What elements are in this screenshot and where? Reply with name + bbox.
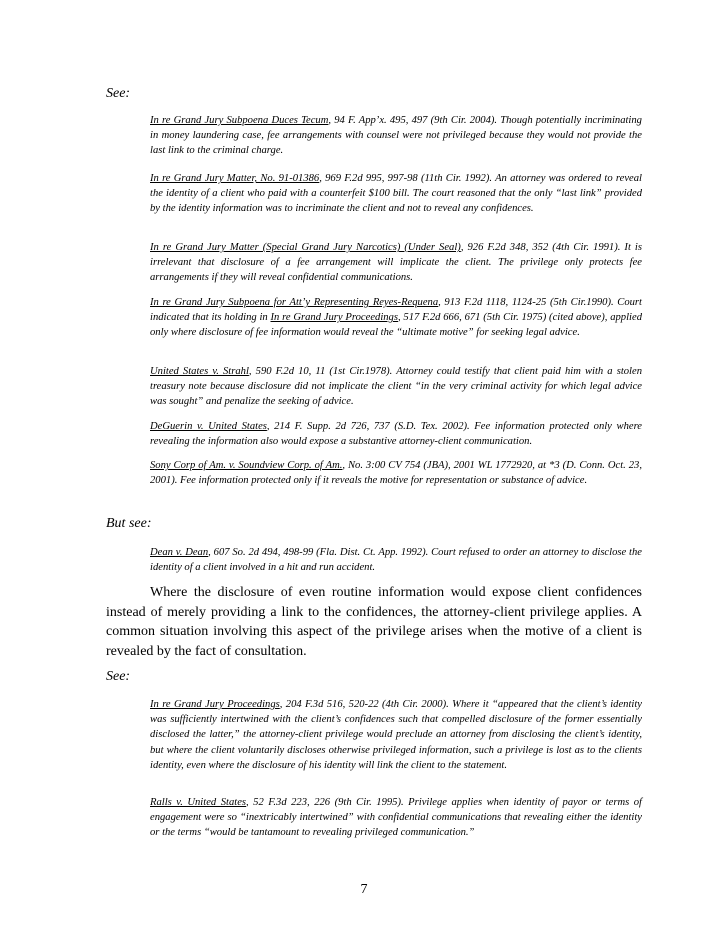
citation-text: , 94 F. App’x. 495, 497 (9th Cir. 2004). Though potentially incriminating in money laundering case, fee arrangements with counsel were not privileged because they would not provide the last link to the criminal charge. — [150, 115, 642, 157]
citation — [150, 364, 642, 410]
citation-text: , 913 F.2d 1118, 1124-25 (5th Cir.1990). Court indicated that its holding in — [150, 297, 642, 324]
but-see-label: But see: — [106, 516, 152, 531]
case-name: United States v. Strahl — [150, 366, 249, 377]
case-name: DeGuerin v. United States — [150, 421, 267, 432]
case-name: In re Grand Jury Proceedings — [150, 699, 280, 710]
citation — [150, 295, 642, 341]
case-name: Sony Corp of Am. v. Soundview Corp. of Am. — [150, 460, 343, 471]
citation-text: , 204 F.3d 516, 520-22 (4th Cir. 2000). Where it “appeared that the client’s identity was sufficiently intertwined with the client’s confidences such that compelled disclosure of the former essentially disclosed the latter,” the attorney-client privilege would preclude an attorney from disclosing the client’s identity, but where the client voluntarily discloses otherwise privileged information, such a privilege is lost as to the clients identity, even where the disclosure of his identity will link the client to the statement. — [150, 699, 642, 771]
citation-text: , 969 F.2d 995, 997-98 (11th Cir. 1992). An attorney was ordered to reveal the identity of a client who paid with a counterfeit $100 bill. The court reasoned that the only “last link” provided by the identity information was to incriminate the client and not to reveal any confidences. — [150, 173, 642, 215]
citation — [150, 171, 642, 217]
citation — [150, 458, 642, 488]
see-label: See: — [106, 86, 131, 101]
citation — [150, 795, 642, 841]
page-number: 7 — [360, 882, 368, 897]
case-name: In re Grand Jury Matter (Special Grand Jury Narcotics) (Under Seal) — [150, 242, 461, 253]
case-name: In re Grand Jury Subpoena for Att’y Representing Reyes-Requena — [150, 297, 439, 308]
citation — [150, 240, 642, 286]
case-name: Ralls v. United States — [150, 797, 247, 808]
citation-text: , 52 F.3d 223, 226 (9th Cir. 1995). Privilege applies when identity of payor or terms of engagement were so “inextricably intertwined” with confidential communications that revealing either the identity or the terms “would be tantamount to revealing privileged communication.” — [150, 797, 642, 839]
citation-text: , 926 F.2d 348, 352 (4th Cir. 1991). It is irrelevant that disclosure of a fee arrangement will implicate the client. The privilege only protects fee arrangements if they will reveal confidential communications. — [150, 242, 642, 284]
citation-text: , 607 So. 2d 494, 498-99 (Fla. Dist. Ct. App. 1992). Court refused to order an attorney to disclose the identity of a client involved in a hit and run accident. — [150, 547, 642, 574]
case-name: In re Grand Jury Subpoena Duces Tecum — [150, 115, 329, 126]
see-label: See: — [106, 669, 131, 684]
citation — [150, 545, 642, 575]
citation-text: , No. 3:00 CV 754 (JBA), 2001 WL 1772920, at *3 (D. Conn. Oct. 23, 2001). Fee information protected only if it reveals the motive for representation or substance of advice. — [150, 460, 642, 487]
case-name: Dean v. Dean — [150, 547, 209, 558]
body-paragraph: Where the disclosure of even routine information would expose client confidences instead of merely providing a link to the confidences, the attorney-client privilege applies. A common situation involving this aspect of the privilege arises when the motive of a client is revealed by the fact of consultation. — [106, 585, 642, 659]
citation-text: , 517 F.2d 666, 671 (5th Cir. 1975) (cited above), applied only where disclosure of fee information would reveal the “ultimate motive” for seeking legal advice. — [150, 312, 642, 339]
citation-text: , 214 F. Supp. 2d 726, 737 (S.D. Tex. 2002). Fee information protected only where revealing the information also would expose a substantive attorney-client communication. — [150, 421, 642, 448]
citation-text: , 590 F.2d 10, 11 (1st Cir.1978). Attorney could testify that client paid him with a stolen treasury note because disclosure did not implicate the client “in the very criminal activity for which legal advice was sought” and penalize the seeking of advice. — [150, 366, 642, 408]
citation — [150, 419, 642, 449]
case-name: In re Grand Jury Matter, No. 91-01386 — [150, 173, 320, 184]
case-name: In re Grand Jury Proceedings — [270, 312, 398, 324]
citation — [150, 697, 642, 773]
citation — [150, 113, 642, 159]
